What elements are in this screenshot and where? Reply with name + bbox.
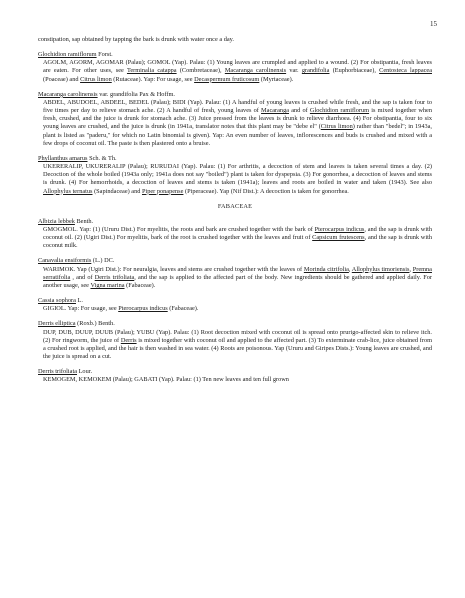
species-entry: [38, 91, 432, 148]
entries-euphorbiaceae: [38, 51, 432, 196]
species-heading: [38, 368, 432, 376]
cross-reference: Pterocarpus indicus: [314, 225, 365, 233]
cross-reference: Piper ponapense: [141, 187, 184, 195]
description-text: KEMOGEM, KEMOKEM (Palau); GABATI (Yap). Palau: (1) Ten new leaves and ten full grown: [43, 376, 289, 384]
description-text: (Poaceae) and: [43, 75, 81, 83]
species-description: [43, 266, 432, 290]
cross-reference: Macaranga carolinensis: [224, 67, 287, 75]
species-entry: [38, 320, 432, 361]
description-text: ) rather than "bedel"; in 1943a, plant is listed as "paderu," for which no Latin binomial is given). Yap: An even number of leaves, inflorescences and buds is crushed and mixed with a few drops of coconut oil. The paste is then plastered onto a bruise.: [43, 123, 432, 147]
cross-reference: Vigna marina: [90, 281, 125, 289]
species-description: [43, 163, 432, 196]
species-authority: (Roxb.) Benth.: [75, 320, 115, 328]
description-text: (Sapindaceae) and: [92, 187, 142, 195]
cross-reference: Citrus limon: [320, 123, 353, 131]
cross-reference: Citrus limon: [80, 75, 112, 83]
species-name: Glochidion ramiflorum: [38, 51, 97, 59]
species-entry: [38, 51, 432, 84]
species-description: [43, 226, 432, 250]
cross-reference: Macaranga: [261, 107, 290, 115]
cross-reference: Centosteca lappacea: [379, 67, 432, 75]
cross-reference: Terminalia catappa: [126, 67, 177, 75]
species-entry: [38, 297, 432, 313]
species-description: [43, 329, 432, 362]
species-description: [43, 99, 432, 148]
cross-reference: Pterocarpus indicus: [118, 305, 168, 313]
description-text: (Euphorbiaceae),: [329, 67, 380, 75]
species-authority: Forst.: [96, 51, 113, 59]
species-heading: [38, 218, 432, 226]
description-text: (Rutaceae). Yap: For usage, see: [111, 75, 195, 83]
species-authority: (L.) DC.: [91, 257, 115, 265]
species-name: Phyllanthus amarus: [38, 154, 88, 162]
cross-reference: Allophylus ternatus: [43, 187, 93, 195]
species-entry: [38, 368, 432, 384]
intro-text: constipation, sap obtained by tapping the bark is drunk with water once a day.: [38, 36, 234, 43]
species-name: Derris trifoliata: [38, 368, 77, 376]
description-text: (Piperaceae). Yap (Nif Dist.): A decoction is taken for gonorrhea.: [183, 187, 349, 195]
species-name: Derris elliptica: [38, 320, 76, 328]
page-number: 15: [430, 20, 437, 28]
description-text: UKERERALIP, UKURERALIP (Palau); RURUDAI (Yap). Palau: (1) For arthritis, a decoction of stem and leaves is taken several times a day. (2) Decoction of the whole boiled (1943a only; 1941a does not say "boiled") plant is taken for dyspepsia. (3) For gonorrhea, a decoction of leaves and stems is drunk. (4) For hemorrhoids, a decoction of leaves and stems is taken (1941a); leaves and roots are boiled in water and taken (1943). See also: [43, 163, 432, 187]
description-text: WARIMOK. Yap (Ugiri Dist.): For neuralgia, leaves and stems are crushed together with the leaves of: [43, 265, 304, 273]
species-description: [43, 59, 432, 83]
species-heading: [38, 297, 432, 305]
species-heading: [38, 257, 432, 265]
species-description: [43, 376, 432, 384]
species-authority: Benth.: [74, 217, 94, 225]
species-authority: var. grandifolia Pax & Hoffm.: [97, 90, 175, 98]
cross-reference: Capsicum frutescens: [312, 234, 365, 242]
cross-reference: grandifolia: [301, 67, 330, 75]
description-text: ,: [348, 265, 352, 273]
description-text: DUP, DUB, DUUP, DUUB (Palau); YUBU (Yap). Palau: (1) Root decoction mixed with coconut oil is spread onto prurigo-affected skin to relieve itch. (2) For ringworm, the juice of: [43, 328, 432, 344]
cross-reference: Decaspermum fruticosum: [194, 75, 260, 83]
species-heading: [38, 51, 432, 59]
description-text: ,: [409, 265, 413, 273]
entries-fabaceae: [38, 218, 432, 385]
species-name: Canavalia ensiformis: [38, 257, 92, 265]
species-name: Cassia sophora: [38, 297, 76, 305]
description-text: GMOGMOL. Yap: (1) (Ururu Dist.) For myelitis, the roots and bark are crushed together with the bark of: [43, 225, 315, 233]
cross-reference: Morinda citrifolia: [303, 265, 349, 273]
description-text: , and the sap is drunk with coconut oil. (2) (Ugiri Dist.) For myelitis, bark of the root is crushed together with the leaves and fruit of: [43, 225, 432, 242]
species-authority: Sch. & Th.: [87, 154, 117, 162]
description-text: , and the sap is drunk with coconut milk.: [43, 234, 432, 250]
cross-reference: Derris trifoliata: [94, 273, 135, 281]
species-name: Albizia lebbek: [38, 217, 75, 225]
species-authority: Lour.: [77, 368, 93, 376]
family-heading: FABACEAE: [217, 202, 253, 210]
description-text: (Fabaceae).: [167, 305, 199, 313]
species-entry: [38, 218, 432, 251]
species-heading: [38, 320, 432, 328]
species-heading: [38, 91, 432, 99]
description-text: and of: [289, 107, 310, 115]
species-name: Macaranga carolinensis: [38, 90, 98, 98]
description-text: (Fabaceae).: [124, 281, 156, 289]
species-entry: [38, 155, 432, 196]
description-text: is mixed together with coconut oil and applied to the affected part. (3) To exterminate crab-lice, juice obtained from a crushed root is applied, and the hair is then washed in sea water. (4) Roots are poisonous. Yap (Ururu and Giripes Dists.): Young leaves are crushed, and the juice is spread on a cut.: [43, 336, 432, 360]
description-text: GIGIOL. Yap: For usage, see: [43, 305, 119, 313]
species-heading: [38, 155, 432, 163]
species-description: [43, 305, 432, 313]
cross-reference: Glochidion ramiflorum: [309, 107, 370, 115]
description-text: , and of: [70, 273, 95, 281]
species-authority: L.: [75, 297, 83, 305]
cross-reference: Derris: [120, 336, 137, 344]
description-text: ABDEL, ABUDOEL, ABDEEL, BEDEL (Palau); BIDI (Yap). Palau: (1) A handful of young leaves is crushed while fresh, and the sap is taken four to five times per day to relieve stomach ache. (2) A handful of fresh, young leaves of: [43, 98, 432, 115]
description-text: var.: [286, 67, 302, 75]
description-text: (Combretaceae),: [176, 67, 225, 75]
species-entry: [38, 257, 432, 290]
cross-reference: Premna serratifolia: [43, 265, 432, 281]
description-text: AGOLM, AGORM, AGOMAR (Palau); GOMOL (Yap). Palau: (1) Young leaves are crumpled and applied to a wound. (2) For obstipantia, fresh leaves are eaten. For other uses, see: [43, 59, 432, 75]
description-text: , and the sap is applied to the affected part of the body. New ingredients should be gathered and applied daily. For another usage, see: [43, 273, 432, 289]
description-text: is mixed together when fresh, crushed, and the juice is drunk for stomach ache. (3) Juice pressed from the leaves is drunk to relieve diarrhoea. (4) For obstipantia, four to six young leaves are crushed, and the juice is drunk (in 1941a, translator notes that this plant may be "debe el" (: [43, 107, 432, 131]
description-text: (Myrtaceae).: [259, 75, 294, 83]
cross-reference: Allophylus timoriensis: [351, 265, 410, 273]
page-content: [38, 36, 432, 391]
